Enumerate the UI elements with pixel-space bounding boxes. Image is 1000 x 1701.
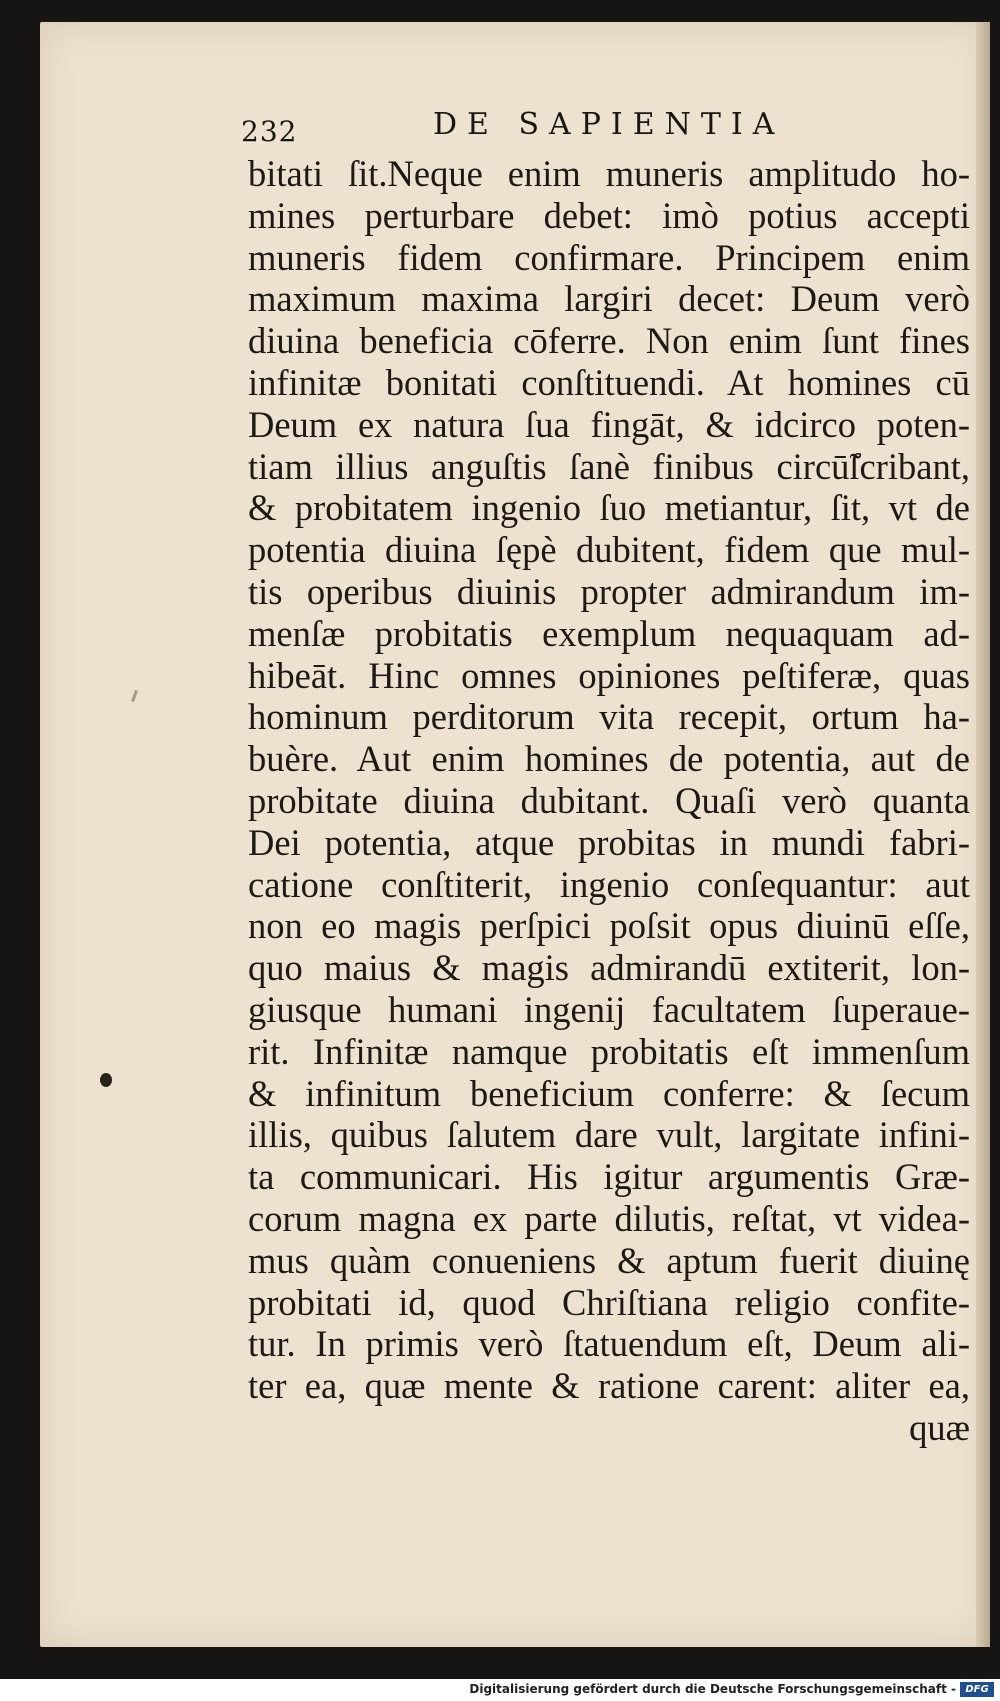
- text-line: quo maius & magis admirandū extiterit, lon-: [248, 947, 970, 989]
- text-line: corum magna ex parte dilutis, reſtat, vt videa-: [248, 1197, 970, 1239]
- digitization-credit-bar: [0, 1679, 1000, 1701]
- text-line: tiam illius anguſtis ſanè finibus circū̃ſcribant,: [248, 445, 970, 487]
- text-line: menſæ probitatis exemplum nequaquam ad-: [248, 612, 970, 654]
- text-line: bitati ſit.Neque enim muneris amplitudo ho-: [248, 153, 970, 194]
- text-line: ter ea, quæ mente & ratione carent: aliter ea,: [248, 1365, 970, 1407]
- text-line: hominum perditorum vita recepit, ortum ha-: [248, 696, 970, 738]
- text-line: probitati id, quod Chriſtiana religio confite-: [248, 1281, 970, 1323]
- page-header: [205, 107, 825, 153]
- page-edge: [976, 22, 990, 1647]
- ink-blot: [100, 1073, 112, 1087]
- text-line: ta communicari. His igitur argumentis Græ-: [248, 1156, 970, 1198]
- dfg-logo: DFG: [960, 1682, 994, 1697]
- funding-credit: Digitalisierung gefördert durch die Deutsche Forschungsgemeinschaft -: [469, 1682, 956, 1696]
- text-line: illis, quibus ſalutem dare vult, largitate infini-: [248, 1114, 970, 1156]
- text-line: Deum ex natura ſua fingāt, & idcirco poten-: [248, 403, 970, 445]
- text-line: rit. Infinitæ namque probitatis eſt immenſum: [248, 1030, 970, 1072]
- text-line: buère. Aut enim homines de potentia, aut de: [248, 738, 970, 780]
- text-line: Dei potentia, atque probitas in mundi fabri-: [248, 821, 970, 863]
- text-line: quæ: [909, 1406, 970, 1448]
- body-text: [248, 153, 970, 1449]
- text-line: catione conſtiterit, ingenio conſequantur: aut: [248, 863, 970, 905]
- text-line: diuina beneficia cōferre. Non enim ſunt fines: [248, 320, 970, 362]
- text-line: non eo magis perſpici poſsit opus diuinū eſſe,: [248, 905, 970, 947]
- text-line: probitate diuina dubitant. Quaſi verò quanta: [248, 779, 970, 821]
- running-head: DE SAPIENTIA: [433, 107, 785, 142]
- text-line: potentia diuina ſępè dubitent, fidem que mul-: [248, 529, 970, 571]
- page-number: 232: [241, 115, 298, 148]
- text-line: muneris fidem confirmare. Principem enim: [248, 236, 970, 278]
- text-line: mus quàm conueniens & aptum fuerit diuinę: [248, 1239, 970, 1281]
- text-line: infinitæ bonitati conſtituendi. At homines cū: [248, 361, 970, 403]
- text-line: & infinitum beneficium conferre: & ſecum: [248, 1072, 970, 1114]
- text-line: mines perturbare debet: imò potius accepti: [248, 194, 970, 236]
- text-line: tis operibus diuinis propter admirandum im-: [248, 570, 970, 612]
- text-line: giusque humani ingenij facultatem ſuperaue-: [248, 988, 970, 1030]
- text-line: & probitatem ingenio ſuo metiantur, ſit, vt de: [248, 487, 970, 529]
- text-line: tur. In primis verò ſtatuendum eſt, Deum ali-: [248, 1323, 970, 1365]
- text-line: hibeāt. Hinc omnes opiniones peſtiferæ, quas: [248, 654, 970, 696]
- text-line: maximum maxima largiri decet: Deum verò: [248, 278, 970, 320]
